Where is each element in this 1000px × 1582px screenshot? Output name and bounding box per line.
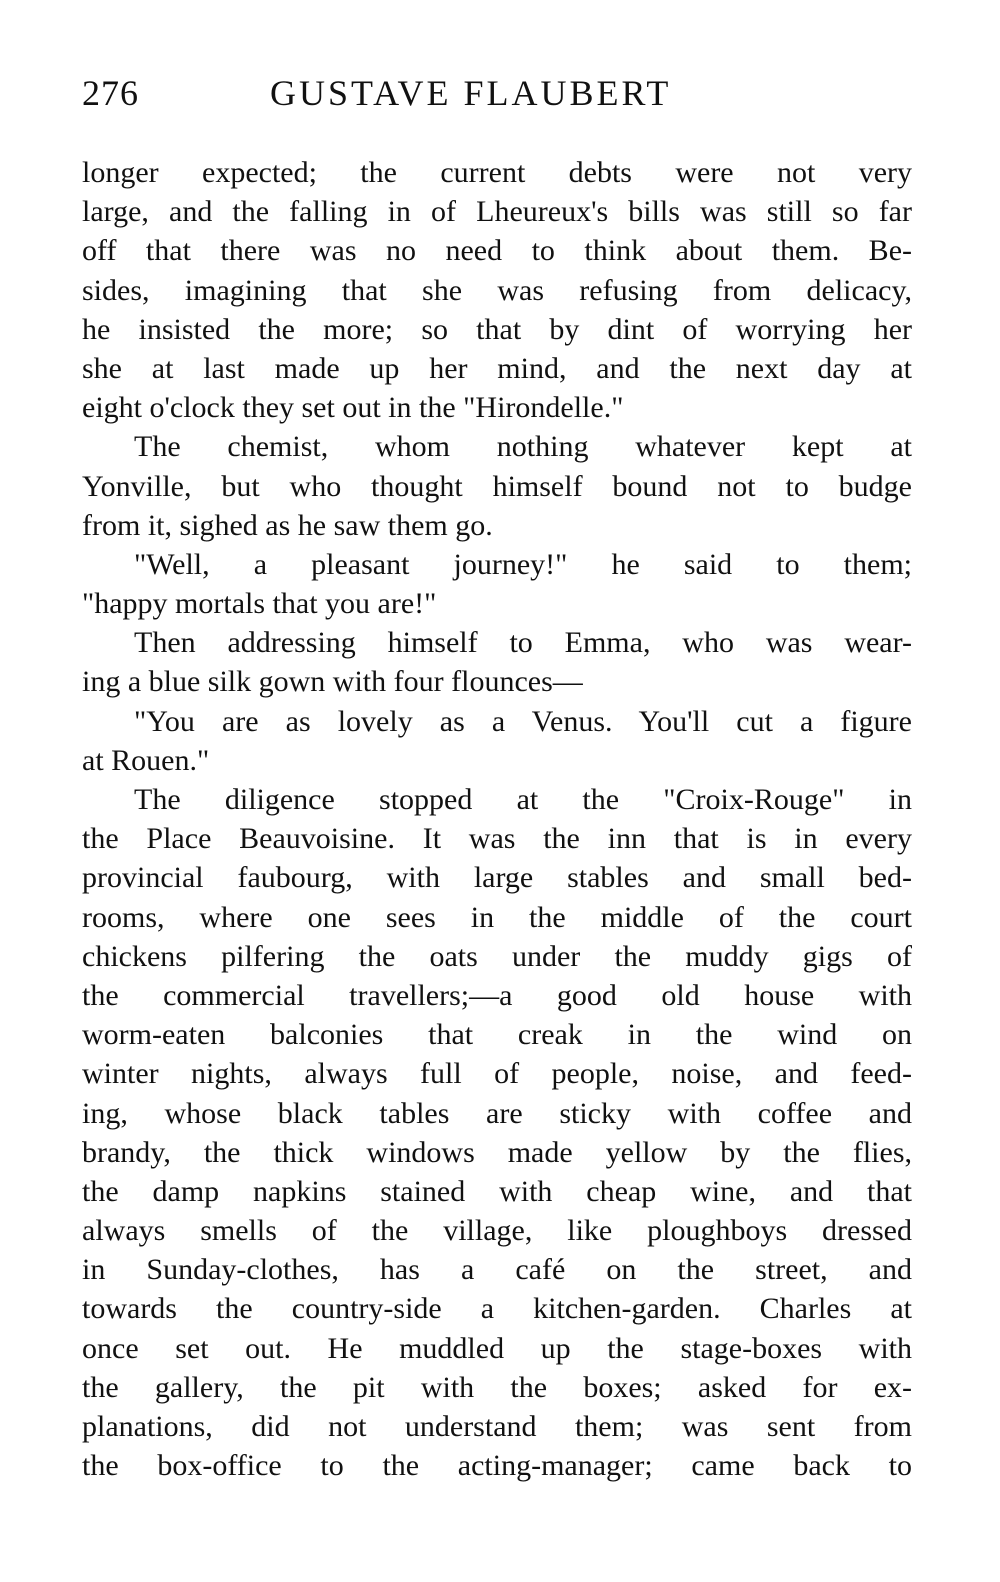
text-line: "You are as lovely as a Venus. You'll cut a figure <box>134 704 912 738</box>
body-text <box>82 153 912 1485</box>
text-line: The diligence stopped at the "Croix-Rouge" in <box>134 783 912 816</box>
text-line: "happy mortals that you are!" <box>82 587 437 621</box>
text-line: the Place Beauvoisine. It was the inn that is in every <box>82 822 912 856</box>
text-line: ing, whose black tables are sticky with coffee and <box>82 1096 912 1130</box>
text-line: planations, did not understand them; was sent from <box>82 1410 912 1443</box>
text-line: longer expected; the current debts were not very <box>82 156 912 189</box>
text-line: he insisted the more; so that by dint of worrying her <box>82 312 912 346</box>
text-line: the gallery, the pit with the boxes; asked for ex- <box>82 1370 912 1404</box>
text-line: in Sunday-clothes, has a café on the street, and <box>82 1253 912 1287</box>
text-line: large, and the falling in of Lheureux's bills was still so far <box>82 195 912 229</box>
text-line: always smells of the village, like ploughboys dressed <box>82 1214 912 1248</box>
running-head <box>82 72 912 122</box>
text-line: eight o'clock they set out in the "Hirondelle." <box>82 391 624 425</box>
text-line: "Well, a pleasant journey!" he said to them; <box>134 547 912 581</box>
text-line: once set out. He muddled up the stage-boxes with <box>82 1331 912 1365</box>
text-line: she at last made up her mind, and the next day at <box>82 351 912 385</box>
text-line: winter nights, always full of people, noise, and feed- <box>82 1057 912 1091</box>
text-line: off that there was no need to think about them. Be- <box>82 234 912 268</box>
text-line: the commercial travellers;—a good old house with <box>82 978 912 1012</box>
text-line: the box-office to the acting-manager; came back to <box>82 1449 912 1483</box>
text-line: ing a blue silk gown with four flounces— <box>82 665 583 699</box>
text-line: rooms, where one sees in the middle of the court <box>82 900 912 934</box>
text-line: brandy, the thick windows made yellow by the flies, <box>82 1135 912 1169</box>
running-title: GUSTAVE FLAUBERT <box>270 73 672 113</box>
text-line: chickens pilfering the oats under the muddy gigs of <box>82 939 912 973</box>
text-line: The chemist, whom nothing whatever kept at <box>134 430 912 464</box>
text-line: from it, sighed as he saw them go. <box>82 508 493 542</box>
text-line: provincial faubourg, with large stables and small bed- <box>82 861 912 895</box>
text-line: worm-eaten balconies that creak in the wind on <box>82 1018 912 1052</box>
text-line: Then addressing himself to Emma, who was wear- <box>134 626 912 660</box>
text-line: at Rouen." <box>82 743 210 777</box>
page-number: 276 <box>82 73 139 113</box>
text-line: sides, imagining that she was refusing from delicacy, <box>82 273 912 307</box>
text-line: the damp napkins stained with cheap wine, and that <box>82 1174 912 1208</box>
text-line: towards the country-side a kitchen-garden. Charles at <box>82 1292 912 1326</box>
text-line: Yonville, but who thought himself bound not to budge <box>82 469 912 503</box>
